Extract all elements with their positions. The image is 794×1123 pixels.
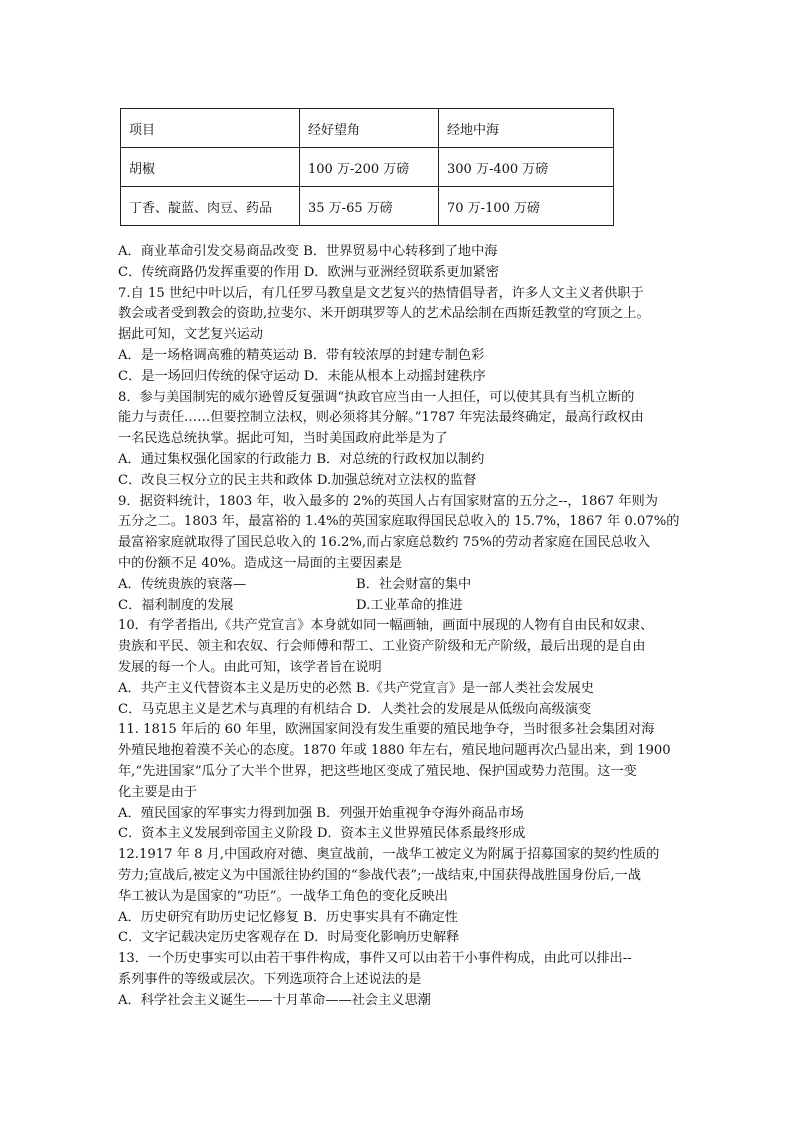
table-row	[121, 187, 614, 226]
text-line: 年,“先进国家”瓜分了大半个世界，把这些地区变成了殖民地、保护国或势力范围。这一变	[118, 763, 637, 779]
table-cell: 70 万-100 万磅	[439, 187, 614, 226]
text-line: A．商业革命引发交易商品改变 B．世界贸易中心转移到了地中海	[118, 244, 498, 259]
text-line: 据此可知，文艺复兴运动	[118, 327, 264, 343]
text-line: A．共产主义代替资本主义是历史的必然 B.《共产党宣言》是一部人类社会发展史	[118, 680, 594, 696]
table-cell: 35 万-65 万磅	[300, 187, 439, 226]
option-right: D.工业革命的推进	[356, 597, 463, 613]
text-line: 8．参与美国制宪的威尔逊曾反复强调“执政官应当由一人担任，可以使其具有当机立断的	[118, 389, 635, 405]
table-cell: 胡椒	[121, 148, 300, 187]
table-cell: 丁香、靛蓝、肉豆、药品	[121, 187, 300, 226]
text-line: 9．据资料统计，1803 年，收入最多的 2%的英国人占有国家财富的五分之--，1867 年则为	[118, 493, 658, 509]
text-line: 一名民选总统执掌。据此可知，当时美国政府此举是为了	[118, 431, 448, 447]
text-line: A．殖民国家的军事实力得到加强 B．列强开始重视争夺海外商品市场	[118, 805, 524, 821]
text-line: 化主要是由于	[118, 784, 198, 800]
text-line: 华工被认为是国家的“功臣”。一战华工角色的变化反映出	[118, 888, 448, 904]
table-row	[121, 109, 614, 148]
text-line: 发展的每一个人。由此可知，该学者旨在说明	[118, 659, 382, 675]
text-line: C．改良三权分立的民主共和政体 D.加强总统对立法权的监督	[118, 472, 477, 488]
text-line: 最富裕家庭就取得了国民总收入的 16.2%,而占家庭总数约 75%的劳动者家庭在国民总收入	[118, 535, 651, 551]
text-line: A．历史研究有助历史记忆修复 B．历史事实具有不确定性	[118, 909, 458, 925]
text-line: 11. 1815 年后的 60 年里，欧洲国家间没有发生重要的殖民地争夺，当时很多社会集团对海	[118, 722, 655, 738]
text-line: A．是一场格调高雅的精英运动 B．带有较浓厚的封建专制色彩	[118, 347, 485, 363]
table-cell: 经地中海	[439, 109, 614, 148]
option-left: A．传统贵族的衰落—	[118, 576, 247, 592]
question-text	[118, 242, 688, 1011]
comparison-table	[120, 108, 614, 226]
text-line: C．文字记载决定历史客观存在 D．时局变化影响历史解释	[118, 930, 460, 946]
text-line: 13．一个历史事实可以由若干事件构成，事件又可以由若干小事件构成，由此可以排出--	[118, 951, 632, 967]
text-line: C．马克思主义是艺术与真理的有机结合 D．人类社会的发展是从低级向高级演变	[118, 701, 592, 717]
text-line: 12.1917 年 8 月,中国政府对德、奥宣战前，一战华工被定义为附属于招募国家的契约性质的	[118, 847, 660, 863]
option-left: C．福利制度的发展	[118, 597, 234, 613]
text-line: 中的份额不足 40%。造成这一局面的主要因素是	[118, 555, 403, 571]
text-line: A．科学社会主义诞生——十月革命——社会主义思潮	[118, 992, 431, 1008]
text-line: C．资本主义发展到帝国主义阶段 D．资本主义世界殖民体系最终形成	[118, 826, 526, 842]
text-line: C．是一场回归传统的保守运动 D．未能从根本上动摇封建秩序	[118, 368, 486, 384]
text-line: 10．有学者指出,《共产党宣言》本身就如同一幅画轴，画面中展现的人物有自由民和奴隶、	[118, 618, 654, 634]
text-line	[118, 575, 688, 596]
text-line: A．通过集权强化国家的行政能力 B．对总统的行政权加以制约	[118, 451, 485, 467]
option-right: B．社会财富的集中	[356, 576, 472, 592]
text-line	[118, 596, 688, 617]
table-cell: 100 万-200 万磅	[300, 148, 439, 187]
text-line: 能力与责任……但要控制立法权，则必须将其分解。”1787 年宪法最终确定，最高行政权由	[118, 410, 644, 426]
text-line: 7.自 15 世纪中叶以后，有几任罗马教皇是文艺复兴的热情倡导者，许多人文主义者供职于	[118, 285, 644, 301]
text-line: 教会或者受到教会的资助,拉斐尔、米开朗琪罗等人的艺术品绘制在西斯廷教堂的穹顶之上。	[118, 306, 650, 322]
table-row	[121, 148, 614, 187]
text-line: 劳力;宣战后,被定义为中国派往协约国的“参战代表”;一战结束,中国获得战胜国身份后,一战	[118, 867, 641, 883]
text-line: C．传统商路仍发挥重要的作用 D．欧洲与亚洲经贸联系更加紧密	[118, 264, 499, 280]
text-line: 外殖民地抱着漠不关心的态度。1870 年或 1880 年左右，殖民地问题再次凸显出来，到 1900	[118, 743, 671, 759]
text-line: 贵族和平民、领主和农奴、行会师傅和帮工、工业资产阶级和无产阶级，最后出现的是自由	[118, 639, 646, 655]
text-line: 系列事件的等级或层次。下列选项符合上述说法的是	[118, 971, 422, 987]
table-cell: 经好望角	[300, 109, 439, 148]
text-line: 五分之二。1803 年，最富裕的 1.4%的英国家庭取得国民总收入的 15.7%，1867 年 0.07%的	[118, 514, 680, 530]
table-cell: 300 万-400 万磅	[439, 148, 614, 187]
table-cell: 项目	[121, 109, 300, 148]
